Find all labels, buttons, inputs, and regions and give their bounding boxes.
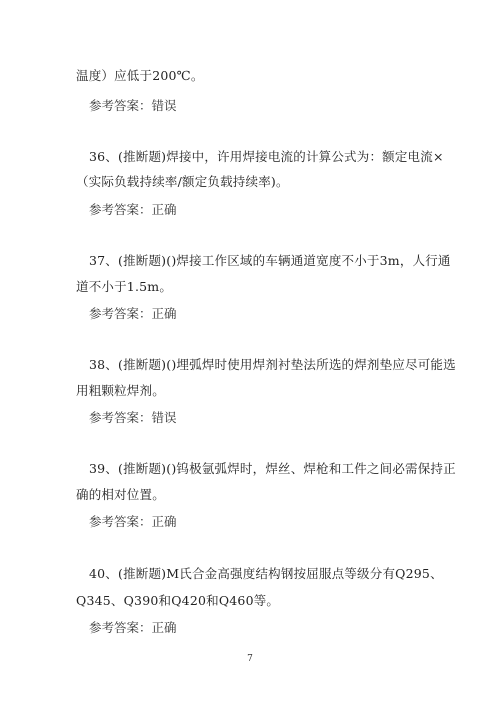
continuation-answer: 参考答案：错误: [89, 98, 177, 113]
question-39-line1: 39、(推断题)()钨极氩弧焊时，焊丝、焊枪和工件之间必需保持正: [89, 461, 456, 476]
question-38-line1: 38、(推断题)()埋弧焊时使用焊剂衬垫法所选的焊剂垫应尽可能选: [89, 357, 456, 372]
question-36-line2: （实际负载持续率/额定负载持续率)。: [76, 174, 289, 189]
question-40-answer: 参考答案：正确: [89, 620, 177, 635]
question-37-line2: 道不小于1.5m。: [76, 279, 173, 294]
question-40-line1: 40、(推断题)M氏合金高强度结构钢按屈服点等级分有Q295、: [89, 566, 443, 581]
question-38-answer: 参考答案：错误: [89, 410, 177, 425]
page-number: 7: [247, 654, 253, 664]
question-37-line1: 37、(推断题)()焊接工作区域的车辆通道宽度不小于3m，人行通: [89, 253, 451, 268]
question-37-answer: 参考答案：正确: [89, 306, 177, 321]
question-38-line2: 用粗颗粒焊剂。: [76, 383, 165, 398]
question-40-line2: Q345、Q390和Q420和Q460等。: [76, 593, 280, 608]
question-39-answer: 参考答案：正确: [89, 514, 177, 529]
question-36-line1: 36、(推断题)焊接中，许用焊接电流的计算公式为：额定电流×: [89, 149, 444, 164]
question-36-answer: 参考答案：正确: [89, 202, 177, 217]
question-39-line2: 确的相对位置。: [76, 487, 165, 502]
continuation-text: 温度）应低于200℃。: [76, 68, 204, 83]
